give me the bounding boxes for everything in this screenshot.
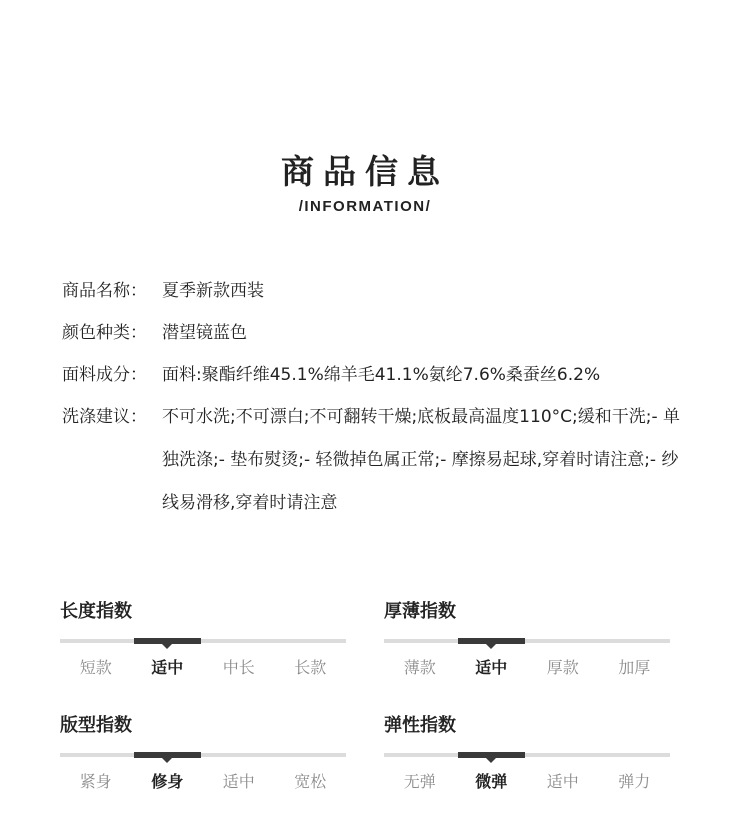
info-value: 不可水洗;不可漂白;不可翻转干燥;底板最高温度110°C;缓和干洗;- 单独洗涤;- 垫布熨烫;- 轻微掉色属正常;- 摩擦易起球,穿着时请注意;- 纱线易滑移,穿着时请注意 (162, 407, 680, 513)
gauge-option: 长款 (294, 658, 327, 677)
gauge-pointer-icon (162, 758, 172, 763)
length-index-gauge (60, 600, 346, 677)
gauge-option: 中长 (222, 658, 255, 677)
gauge-option: 加厚 (618, 658, 651, 677)
gauge-track (60, 639, 346, 643)
gauge-option: 薄款 (403, 658, 436, 677)
gauge-option: 适中 (222, 772, 255, 791)
fit-index-gauge (60, 714, 346, 791)
elasticity-index-gauge (384, 714, 670, 791)
info-value: 潜望镜蓝色 (162, 323, 247, 343)
info-value: 夏季新款西装 (162, 281, 264, 301)
info-label: 面料成分： (62, 365, 147, 385)
product-info-list (62, 270, 682, 525)
gauge-title: 版型指数 (60, 715, 132, 736)
gauge-track (384, 639, 670, 643)
info-row-material (62, 354, 682, 396)
gauge-option: 宽松 (294, 772, 327, 791)
section-title: 商品信息 (281, 152, 449, 191)
info-row-name (62, 270, 682, 312)
gauge-pointer-icon (486, 644, 496, 649)
gauge-pointer-icon (162, 644, 172, 649)
gauge-option: 修身 (151, 772, 184, 791)
thickness-index-gauge (384, 600, 670, 677)
gauge-option: 紧身 (79, 772, 112, 791)
gauge-option: 厚款 (546, 658, 579, 677)
gauge-option: 微弹 (475, 772, 508, 791)
info-label: 洗涤建议： (62, 407, 147, 427)
info-label: 颜色种类： (62, 323, 147, 343)
gauge-option: 适中 (546, 772, 579, 791)
info-value: 面料:聚酯纤维45.1%绵羊毛41.1%氨纶7.6%桑蚕丝6.2% (162, 365, 601, 385)
info-row-color (62, 312, 682, 354)
gauge-track (384, 753, 670, 757)
gauge-option: 短款 (79, 658, 112, 677)
section-subtitle: /INFORMATION/ (298, 198, 432, 215)
gauge-track (60, 753, 346, 757)
gauge-pointer-icon (486, 758, 496, 763)
gauge-title: 厚薄指数 (384, 601, 456, 622)
gauge-title: 长度指数 (60, 601, 132, 622)
gauge-option: 适中 (475, 658, 508, 677)
gauge-title: 弹性指数 (384, 715, 456, 736)
gauge-option: 适中 (151, 658, 184, 677)
info-row-wash (62, 396, 682, 525)
gauge-option: 无弹 (403, 772, 436, 791)
gauge-option: 弹力 (618, 772, 651, 791)
info-label: 商品名称： (62, 281, 147, 301)
